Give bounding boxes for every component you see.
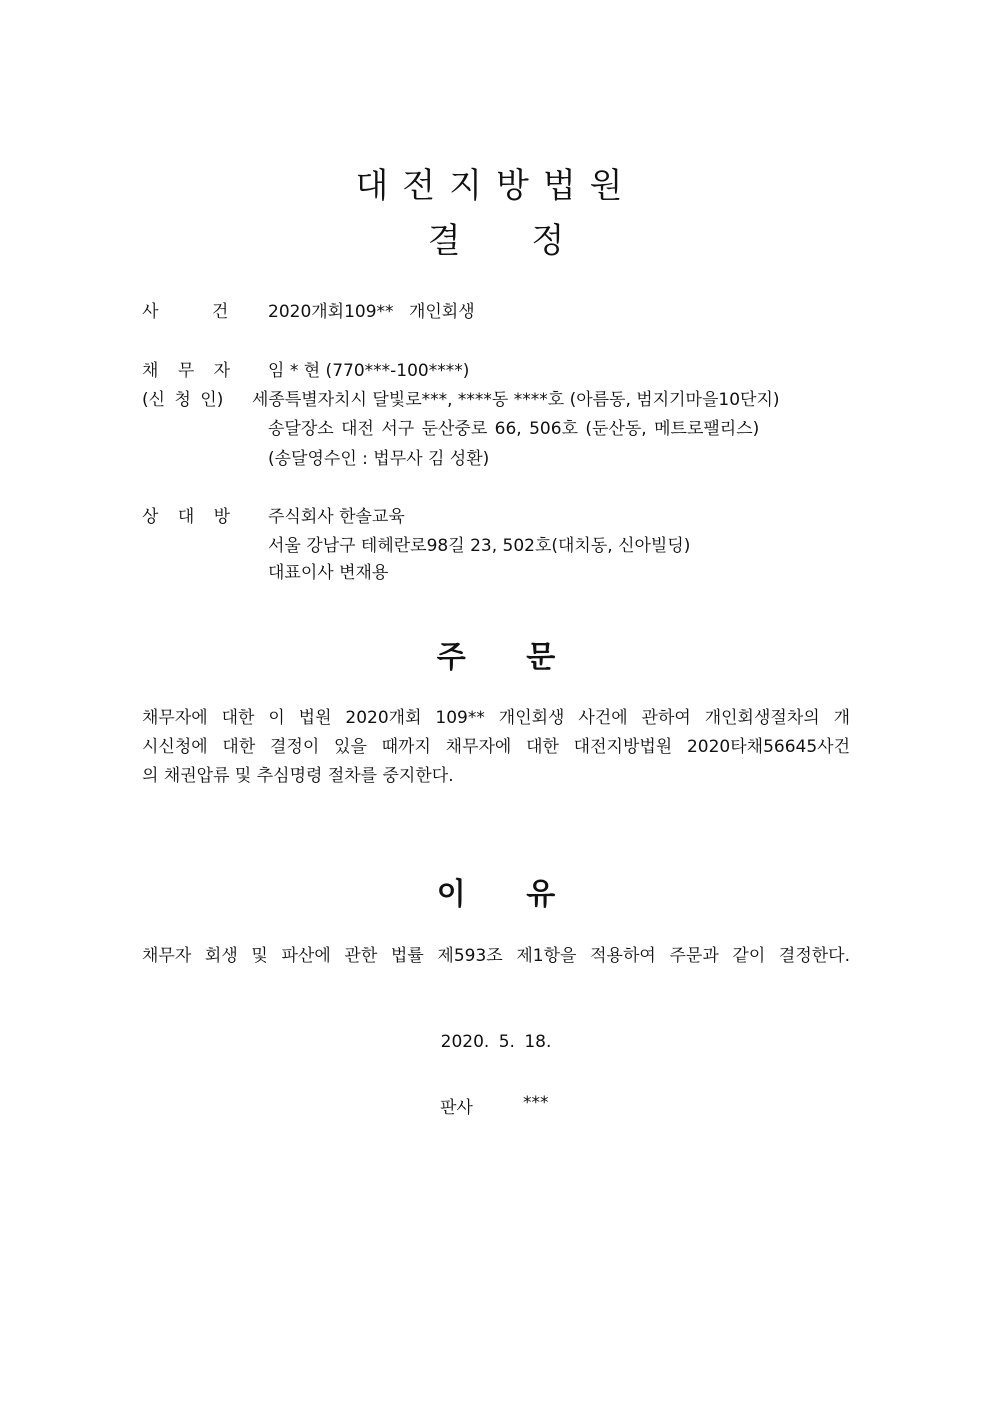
counterparty-representative: 대표이사 변재용 — [268, 563, 389, 583]
counterparty-name: 주식회사 한솔교육 — [268, 507, 405, 527]
document-type: 결 정 — [427, 221, 565, 261]
decision-date: 2020. 5. 18. — [440, 1032, 552, 1052]
judge-name: *** — [523, 1093, 549, 1113]
reason-line: 채무자 회생 및 파산에 관한 법률 제593조 제1항을 적용하여 주문과 같이 결정한다. — [142, 946, 850, 966]
reason-text — [142, 942, 850, 971]
debtor-label: 채 무 자 — [142, 361, 231, 381]
order-line: 의 채권압류 및 추심명령 절차를 중지한다. — [142, 766, 454, 786]
applicant-label: (신 청 인) — [142, 390, 224, 410]
debtor-name: 임 * 현 (770***-100****) — [268, 361, 470, 381]
order-heading: 주 문 — [436, 640, 556, 675]
counterparty-label: 상 대 방 — [142, 507, 231, 527]
reason-heading: 이 유 — [436, 877, 556, 912]
order-line: 채무자에 대한 이 법원 2020개회 109** 개인회생 사건에 관하여 개인회생절차의 개 — [142, 708, 850, 728]
order-line: 시신청에 대한 결정이 있을 때까지 채무자에 대한 대전지방법원 2020타채56645사건 — [142, 737, 850, 757]
judge-label: 판사 — [440, 1098, 473, 1118]
delivery-address: 송달장소 대전 서구 둔산중로 66, 506호 (둔산동, 메트로팰리스) — [268, 419, 760, 439]
case-label: 사 건 — [142, 302, 229, 322]
court-name: 대전지방법원 — [355, 166, 637, 206]
debtor-address: 세종특별자치시 달빛로***, ****동 ****호 (아름동, 범지기마을10단지) — [252, 390, 780, 410]
case-value: 2020개회109** 개인회생 — [268, 302, 475, 322]
order-text — [142, 704, 850, 791]
counterparty-address: 서울 강남구 테헤란로98길 23, 502호(대치동, 신아빌딩) — [268, 536, 691, 556]
delivery-recipient: (송달영수인 : 법무사 김 성환) — [268, 449, 490, 469]
